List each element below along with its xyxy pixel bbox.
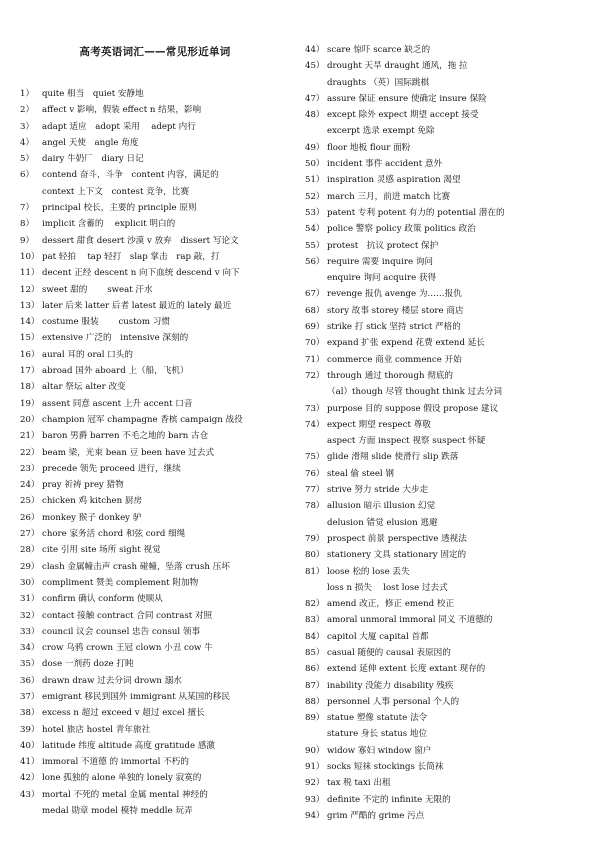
- entry-text: implicit 含蓄的 explicit 明白的: [42, 219, 176, 230]
- entry-text: enquire 询问 acquire 获得: [327, 273, 437, 284]
- entry-number: 82）: [305, 599, 325, 610]
- word-entry: [305, 547, 595, 563]
- word-entry: [305, 401, 595, 417]
- entry-number: 9）: [20, 235, 35, 246]
- word-entry: [20, 102, 295, 118]
- word-entry: [20, 722, 295, 738]
- entry-text: immoral 不道德 的 immortal 不朽的: [42, 757, 189, 768]
- left-entry-list: [20, 86, 295, 819]
- word-entry: [305, 694, 595, 710]
- entry-number: 93）: [305, 794, 325, 805]
- word-entry: [305, 384, 595, 400]
- entry-number: [305, 580, 327, 596]
- entry-number: 45）: [305, 61, 325, 72]
- entry-text: drawn draw 过去分词 drown 溺水: [42, 675, 182, 686]
- entry-text: lone 孤独的 alone 单独的 lonely 寂寞的: [42, 773, 202, 784]
- entry-text: expect 期望 respect 尊敬: [327, 419, 431, 430]
- entry-text: clash 金属幢击声 crash 碰幢，坠落 crush 压坏: [42, 561, 230, 572]
- entry-number: 12）: [20, 284, 40, 295]
- entry-number: 86）: [305, 664, 325, 675]
- word-entry: [305, 449, 595, 465]
- entry-text: assure 保证 ensure 使确定 insure 保险: [327, 93, 487, 104]
- word-entry: [305, 629, 595, 645]
- entry-number: 11）: [20, 268, 40, 279]
- word-entry: [20, 347, 295, 363]
- entry-text: excess n 超过 exceed v 超过 excel 擅长: [42, 708, 205, 719]
- entry-text: contact 接触 contract 合同 contrast 对照: [42, 610, 213, 621]
- word-entry: [20, 803, 295, 819]
- entry-number: 87）: [305, 680, 325, 691]
- entry-number: [305, 123, 327, 139]
- entry-number: [20, 803, 42, 819]
- word-entry: [20, 656, 295, 672]
- word-entry: [20, 249, 295, 265]
- entry-number: 21）: [20, 431, 40, 442]
- entry-text: adapt 适应 adopt 采用 adept 内行: [42, 121, 196, 132]
- entry-number: 33）: [20, 626, 40, 637]
- entry-number: 17）: [20, 366, 40, 377]
- entry-text: pray 祈祷 prey 猎物: [42, 480, 124, 491]
- entry-number: 22）: [20, 447, 40, 458]
- entry-text: monkey 猴子 donkey 驴: [42, 512, 142, 523]
- word-entry: [305, 466, 595, 482]
- entry-text: assent 同意 ascent 上升 accent 口音: [42, 398, 193, 409]
- word-entry: [20, 624, 295, 640]
- word-entry: [305, 580, 595, 596]
- word-entry: [20, 379, 295, 395]
- word-entry: [305, 335, 595, 351]
- word-entry: [20, 135, 295, 151]
- entry-number: 90）: [305, 745, 325, 756]
- entry-text: prospect 前景 perspective 透视法: [327, 533, 467, 544]
- entry-text: later 后来 latter 后者 latest 最近的 lately 最近: [42, 300, 232, 311]
- entry-text: casual 随便的 causal 表原因的: [327, 647, 451, 658]
- word-entry: [305, 107, 595, 123]
- right-entry-list: [305, 42, 595, 824]
- entry-number: 73）: [305, 403, 325, 414]
- entry-text: extensive 广泛的 intensive 深刻的: [42, 333, 189, 344]
- entry-text: beam 梁，光束 bean 豆 been have 过去式: [42, 447, 215, 458]
- word-entry: [305, 368, 595, 384]
- word-entry: [305, 172, 595, 188]
- entry-number: 53）: [305, 207, 325, 218]
- entry-number: 16）: [20, 349, 40, 360]
- entry-number: 29）: [20, 561, 40, 572]
- entry-number: 15）: [20, 333, 40, 344]
- word-entry: [20, 591, 295, 607]
- word-entry: [20, 689, 295, 705]
- word-entry: [20, 640, 295, 656]
- entry-number: 2）: [20, 105, 35, 116]
- word-entry: [305, 792, 595, 808]
- entry-text: definite 不定的 infinite 无限的: [327, 794, 451, 805]
- entry-number: 74）: [305, 419, 325, 430]
- word-entry: [305, 759, 595, 775]
- entry-number: 91）: [305, 762, 325, 773]
- entry-number: 75）: [305, 452, 325, 463]
- word-entry: [20, 477, 295, 493]
- word-entry: [20, 167, 295, 183]
- entry-number: 3）: [20, 121, 35, 132]
- entry-number: 68）: [305, 305, 325, 316]
- word-entry: [20, 738, 295, 754]
- word-entry: [305, 303, 595, 319]
- entry-number: 41）: [20, 757, 40, 768]
- entry-number: 36）: [20, 675, 40, 686]
- word-entry: [20, 575, 295, 591]
- entry-number: 55）: [305, 240, 325, 251]
- entry-number: 13）: [20, 300, 40, 311]
- entry-number: 71）: [305, 354, 325, 365]
- entry-text: principal 校长，主要的 principle 原则: [42, 203, 197, 214]
- entry-number: 94）: [305, 810, 325, 821]
- entry-number: [20, 184, 42, 200]
- entry-number: 47）: [305, 93, 325, 104]
- word-entry: [305, 270, 595, 286]
- entry-text: through 通过 thorough 彻底的: [327, 370, 454, 381]
- entry-text: emigrant 移民到国外 immigrant 从某国的移民: [42, 691, 230, 702]
- entry-text: champion 冠军 champagne 香槟 campaign 战役: [42, 414, 243, 425]
- word-entry: [20, 412, 295, 428]
- word-entry: [305, 531, 595, 547]
- entry-number: 8）: [20, 219, 35, 230]
- entry-number: 52）: [305, 191, 325, 202]
- word-entry: [305, 482, 595, 498]
- word-entry: [20, 86, 295, 102]
- entry-number: [305, 433, 327, 449]
- word-entry: [305, 75, 595, 91]
- word-entry: [305, 42, 595, 58]
- word-entry: [305, 254, 595, 270]
- entry-number: 35）: [20, 659, 40, 670]
- entry-text: protest 抗议 protect 保护: [327, 240, 439, 251]
- entry-text: compliment 赞美 complement 附加物: [42, 577, 199, 588]
- entry-number: 72）: [305, 370, 325, 381]
- word-entry: [20, 493, 295, 509]
- entry-text: draughts （英）国际跳棋: [327, 77, 430, 88]
- entry-number: 67）: [305, 289, 325, 300]
- word-entry: [305, 710, 595, 726]
- entry-text: march 三月，前进 match 比赛: [327, 191, 451, 202]
- word-entry: [20, 396, 295, 412]
- word-entry: [305, 612, 595, 628]
- entry-number: 43）: [20, 789, 40, 800]
- entry-text: patent 专利 potent 有力的 potential 潜在的: [327, 207, 505, 218]
- entry-text: scare 惊吓 scarce 缺乏的: [327, 45, 431, 55]
- entry-number: 40）: [20, 740, 40, 751]
- word-entry: [305, 726, 595, 742]
- entry-number: [305, 75, 327, 91]
- entry-number: 34）: [20, 643, 40, 654]
- entry-number: 42）: [20, 773, 40, 784]
- entry-number: 85）: [305, 647, 325, 658]
- entry-text: chore 家务活 chord 和弦 cord 细绳: [42, 529, 186, 540]
- word-entry: [20, 770, 295, 786]
- entry-text: expand 扩张 expend 花费 extend 延长: [327, 338, 485, 349]
- entry-number: [305, 384, 327, 400]
- entry-number: 32）: [20, 610, 40, 621]
- word-entry: [305, 564, 595, 580]
- entry-text: revenge 报仇 avenge 为……报仇: [327, 289, 462, 300]
- entry-number: 83）: [305, 615, 325, 626]
- word-entry: [305, 775, 595, 791]
- entry-text: personnel 人事 personal 个人的: [327, 696, 460, 707]
- entry-number: 54）: [305, 224, 325, 235]
- word-entry: [305, 498, 595, 514]
- entry-text: commerce 商业 commence 开始: [327, 354, 462, 365]
- word-entry: [20, 542, 295, 558]
- entry-number: 70）: [305, 338, 325, 349]
- entry-number: 84）: [305, 631, 325, 642]
- entry-text: except 除外 expect 期望 accept 接受: [327, 110, 479, 121]
- entry-number: 25）: [20, 496, 40, 507]
- entry-number: 78）: [305, 501, 325, 512]
- word-entry: [305, 221, 595, 237]
- entry-number: 77）: [305, 485, 325, 496]
- word-entry: [20, 184, 295, 200]
- entry-number: 88）: [305, 696, 325, 707]
- entry-number: 76）: [305, 468, 325, 479]
- word-entry: [20, 705, 295, 721]
- entry-number: 81）: [305, 566, 325, 577]
- entry-text: angel 天使 angle 角度: [42, 137, 139, 148]
- entry-text: extend 延伸 extent 长度 extant 现存的: [327, 664, 486, 675]
- entry-text: amend 改正，修正 emend 校正: [327, 599, 455, 610]
- entry-text: loose 松的 lose 丢失: [327, 566, 410, 577]
- word-entry: [20, 119, 295, 135]
- entry-text: capitol 大厦 capital 首都: [327, 631, 429, 642]
- word-entry: [305, 596, 595, 612]
- entry-number: 1）: [20, 89, 35, 99]
- entry-text: story 故事 storey 楼层 store 商店: [327, 305, 464, 316]
- entry-number: 18）: [20, 382, 40, 393]
- entry-number: 4）: [20, 137, 35, 148]
- word-entry: [20, 151, 295, 167]
- entry-text: costume 服装 custom 习惯: [42, 317, 170, 328]
- entry-number: [305, 270, 327, 286]
- entry-text: floor 地板 flour 面粉: [327, 142, 411, 153]
- entry-text: widow 寡妇 window 窗户: [327, 745, 432, 756]
- word-entry: [20, 754, 295, 770]
- entry-text: aspect 方面 inspect 视察 suspect 怀疑: [327, 436, 486, 447]
- entry-text: precede 领先 proceed 进行，继续: [42, 463, 181, 474]
- entry-text: abroad 国外 aboard 上（船，飞机）: [42, 366, 189, 377]
- word-entry: [305, 678, 595, 694]
- entry-text: grim 严酷的 grime 污点: [327, 810, 425, 821]
- word-entry: [20, 282, 295, 298]
- entry-number: 24）: [20, 480, 40, 491]
- entry-text: inspiration 灵感 aspiration 渴望: [327, 175, 461, 186]
- entry-text: context 上下文 contest 竞争，比赛: [42, 186, 190, 197]
- word-entry: [20, 608, 295, 624]
- word-entry: [20, 787, 295, 803]
- word-entry: [305, 743, 595, 759]
- entry-text: sweet 甜的 sweat 汗水: [42, 284, 153, 295]
- entry-text: aural 耳的 oral 口头的: [42, 349, 133, 360]
- word-entry: [305, 808, 595, 824]
- word-entry: [20, 363, 295, 379]
- word-entry: [20, 298, 295, 314]
- entry-text: hotel 旅店 hostel 青年旅社: [42, 724, 151, 735]
- entry-number: 69）: [305, 322, 325, 333]
- entry-number: 51）: [305, 175, 325, 186]
- entry-number: [305, 515, 327, 531]
- entry-number: 20）: [20, 414, 40, 425]
- page-title: 高考英语词汇——常见形近单词: [79, 46, 231, 58]
- entry-text: drought 天旱 draught 通风，拖 拉: [327, 61, 468, 72]
- word-entry: [20, 673, 295, 689]
- word-entry: [20, 510, 295, 526]
- entry-text: strive 努力 stride 大步走: [327, 485, 429, 496]
- word-entry: [20, 526, 295, 542]
- word-entry: [305, 156, 595, 172]
- word-entry: [305, 238, 595, 254]
- entry-text: decent 正经 descent n 向下血统 descend v 向下: [42, 268, 240, 279]
- entry-number: 50）: [305, 159, 325, 170]
- word-entry: [305, 645, 595, 661]
- word-entry: [305, 140, 595, 156]
- word-entry: [305, 286, 595, 302]
- entry-text: inability 没能力 disability 残疾: [327, 680, 454, 691]
- entry-text: pat 轻拍 tap 轻打 slap 掌击 rap 敲，打: [42, 251, 220, 262]
- entry-text: dessert 甜食 desert 沙漠 v 放弃 dissert 写论文: [42, 235, 239, 246]
- entry-text: confirm 确认 conform 使顺从: [42, 594, 163, 605]
- entry-text: steal 偷 steel 钢: [327, 468, 394, 479]
- entry-text: （al）though 尽管 thought think 过去分词: [327, 387, 502, 398]
- word-entry: [20, 314, 295, 330]
- entry-number: 44）: [305, 45, 325, 55]
- word-entry: [305, 91, 595, 107]
- entry-text: strike 打 stick 坚持 strict 严格的: [327, 322, 461, 333]
- word-entry: [305, 319, 595, 335]
- entry-text: police 警察 policy 政策 politics 政治: [327, 224, 476, 235]
- entry-text: tax 税 taxi 出租: [327, 778, 391, 789]
- entry-number: 30）: [20, 577, 40, 588]
- word-entry: [20, 445, 295, 461]
- entry-number: 89）: [305, 713, 325, 724]
- entry-text: require 需要 inquire 询问: [327, 256, 434, 267]
- entry-number: 7）: [20, 203, 35, 214]
- word-entry: [20, 461, 295, 477]
- entry-number: 48）: [305, 110, 325, 121]
- entry-number: 92）: [305, 778, 325, 789]
- entry-text: amoral unmoral immoral 同义 不道德的: [327, 615, 493, 626]
- entry-text: allusion 暗示 illusion 幻觉: [327, 501, 436, 512]
- entry-number: 5）: [20, 154, 35, 165]
- entry-text: stationery 文具 stationary 固定的: [327, 550, 467, 561]
- entry-text: baron 男爵 barren 不毛之地的 barn 古仓: [42, 431, 209, 442]
- word-entry: [20, 216, 295, 232]
- entry-number: 38）: [20, 708, 40, 719]
- entry-number: [305, 726, 327, 742]
- entry-text: contend 奋斗，斗争 content 内容，满足的: [42, 170, 219, 181]
- entry-number: 23）: [20, 463, 40, 474]
- word-entry: [20, 428, 295, 444]
- entry-text: purpose 目的 suppose 假设 propose 建议: [327, 403, 499, 414]
- entry-number: 27）: [20, 529, 40, 540]
- entry-text: incident 事件 accident 意外: [327, 159, 443, 170]
- word-entry: [305, 417, 595, 433]
- entry-text: socks 短袜 stockings 长筒袜: [327, 762, 444, 773]
- entry-text: crow 乌鸦 crown 王冠 clown 小丑 cow 牛: [42, 643, 213, 654]
- word-entry: [305, 205, 595, 221]
- entry-number: 39）: [20, 724, 40, 735]
- word-entry: [20, 330, 295, 346]
- word-entry: [20, 200, 295, 216]
- entry-number: 49）: [305, 142, 325, 153]
- entry-number: 26）: [20, 512, 40, 523]
- entry-text: glide 滑翔 slide 使滑行 slip 跌落: [327, 452, 459, 463]
- entry-text: dairy 牛奶厂 diary 日记: [42, 154, 144, 165]
- entry-number: 37）: [20, 691, 40, 702]
- entry-number: 10）: [20, 251, 40, 262]
- entry-text: statue 塑像 statute 法令: [327, 713, 428, 724]
- word-entry: [305, 189, 595, 205]
- entry-text: quite 相当 quiet 安静地: [42, 89, 144, 99]
- entry-number: 28）: [20, 545, 40, 556]
- entry-text: mortal 不死的 metal 金属 mental 神经的: [42, 789, 208, 800]
- entry-number: 6）: [20, 170, 35, 181]
- word-entry: [20, 559, 295, 575]
- entry-text: affect v 影响，假装 effect n 结果，影响: [42, 105, 202, 116]
- entry-text: delusion 错觉 elusion 逃避: [327, 517, 438, 528]
- entry-text: chicken 鸡 kitchen 厨房: [42, 496, 143, 507]
- entry-text: excerpt 选录 exempt 免除: [327, 126, 435, 137]
- entry-text: dose 一剂药 doze 打盹: [42, 659, 134, 670]
- entry-text: loss n 损失 lost lose 过去式: [327, 582, 448, 593]
- entry-number: 19）: [20, 398, 40, 409]
- word-entry: [305, 123, 595, 139]
- word-entry: [20, 233, 295, 249]
- word-entry: [305, 661, 595, 677]
- entry-number: 79）: [305, 533, 325, 544]
- word-entry: [305, 352, 595, 368]
- entry-text: medal 勋章 model 模特 meddle 玩弄: [42, 806, 193, 817]
- entry-text: council 议会 counsel 忠告 consul 领事: [42, 626, 201, 637]
- word-entry: [305, 58, 595, 74]
- entry-number: 31）: [20, 594, 40, 605]
- entry-text: latitude 纬度 altitude 高度 gratitude 感激: [42, 740, 216, 751]
- word-entry: [305, 515, 595, 531]
- entry-number: 80）: [305, 550, 325, 561]
- entry-number: 56）: [305, 256, 325, 267]
- entry-text: altar 祭坛 alter 改变: [42, 382, 126, 393]
- entry-text: cite 引用 site 场所 sight 视觉: [42, 545, 161, 556]
- entry-number: 14）: [20, 317, 40, 328]
- entry-text: stature 身长 status 地位: [327, 729, 428, 740]
- word-entry: [305, 433, 595, 449]
- word-entry: [20, 265, 295, 281]
